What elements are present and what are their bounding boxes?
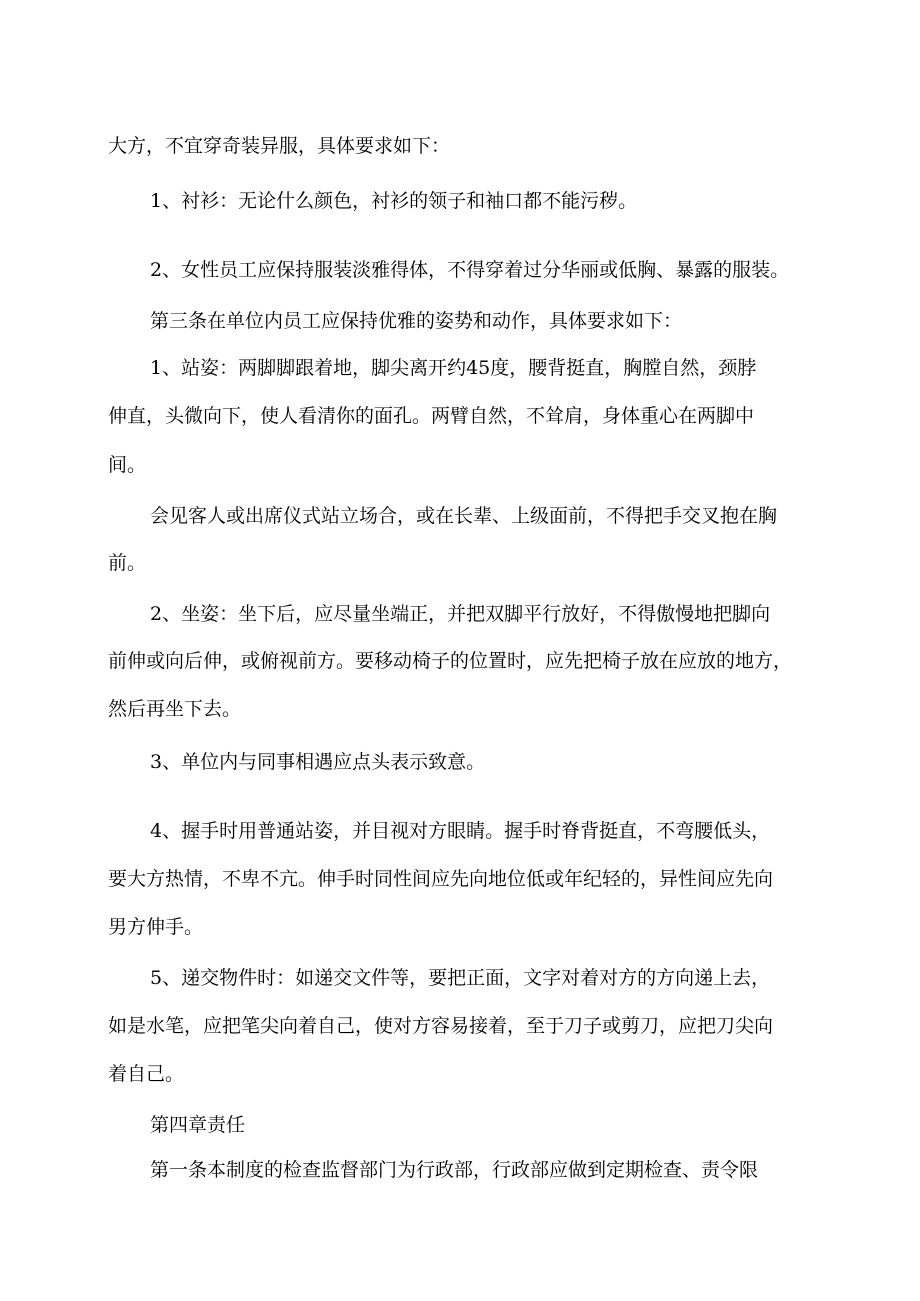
text-line: 前伸或向后伸，或俯视前方。要移动椅子的位置时，应先把椅子放在应放的地方， [108,650,793,672]
text-line: 间。 [108,454,147,476]
text-line: 第一条本制度的检查监督部门为行政部，行政部应做到定期检查、责令限 [150,1159,759,1181]
text-line: 前。 [108,552,147,574]
section-heading: 第四章责任 [150,1114,246,1136]
text-line: 3、单位内与同事相遇应点头表示致意。 [150,751,486,773]
text-line: 1、衬衫：无论什么颜色，衬衫的领子和袖口都不能污秽。 [150,190,638,212]
text-line: 1、站姿：两脚脚跟着地，脚尖离开约45度，腰背挺直，胸膛自然，颈脖 [150,357,757,379]
text-line: 大方，不宜穿奇装异服，具体要求如下： [108,135,451,157]
text-line: 要大方热情，不卑不亢。伸手时同性间应先向地位低或年纪轻的，异性间应先向 [108,868,774,890]
text-line: 然后再坐下去。 [108,698,242,720]
text-line: 第三条在单位内员工应保持优雅的姿势和动作，具体要求如下： [150,310,683,332]
text-line: 男方伸手。 [108,916,204,938]
text-line: 着自己。 [108,1063,185,1085]
text-line: 5、递交物件时：如递交文件等，要把正面，文字对着对方的方向递上去， [150,967,771,989]
text-line: 会见客人或出席仪式站立场合，或在长辈、上级面前，不得把手交叉抱在胸 [150,505,778,527]
text-line: 如是水笔，应把笔尖向着自己，使对方容易接着，至于刀子或剪刀，应把刀尖向 [108,1015,774,1037]
text-line: 2、女性员工应保持服装淡雅得体，不得穿着过分华丽或低胸、暴露的服装。 [150,259,790,281]
text-line: 伸直，头微向下，使人看清你的面孔。两臂自然，不耸肩，身体重心在两脚中 [108,405,755,427]
text-line: 2、坐姿：坐下后，应尽量坐端正，并把双脚平行放好，不得傲慢地把脚向 [150,603,771,625]
text-line: 4、握手时用普通站姿，并目视对方眼睛。握手时脊背挺直，不弯腰低头， [150,820,771,842]
